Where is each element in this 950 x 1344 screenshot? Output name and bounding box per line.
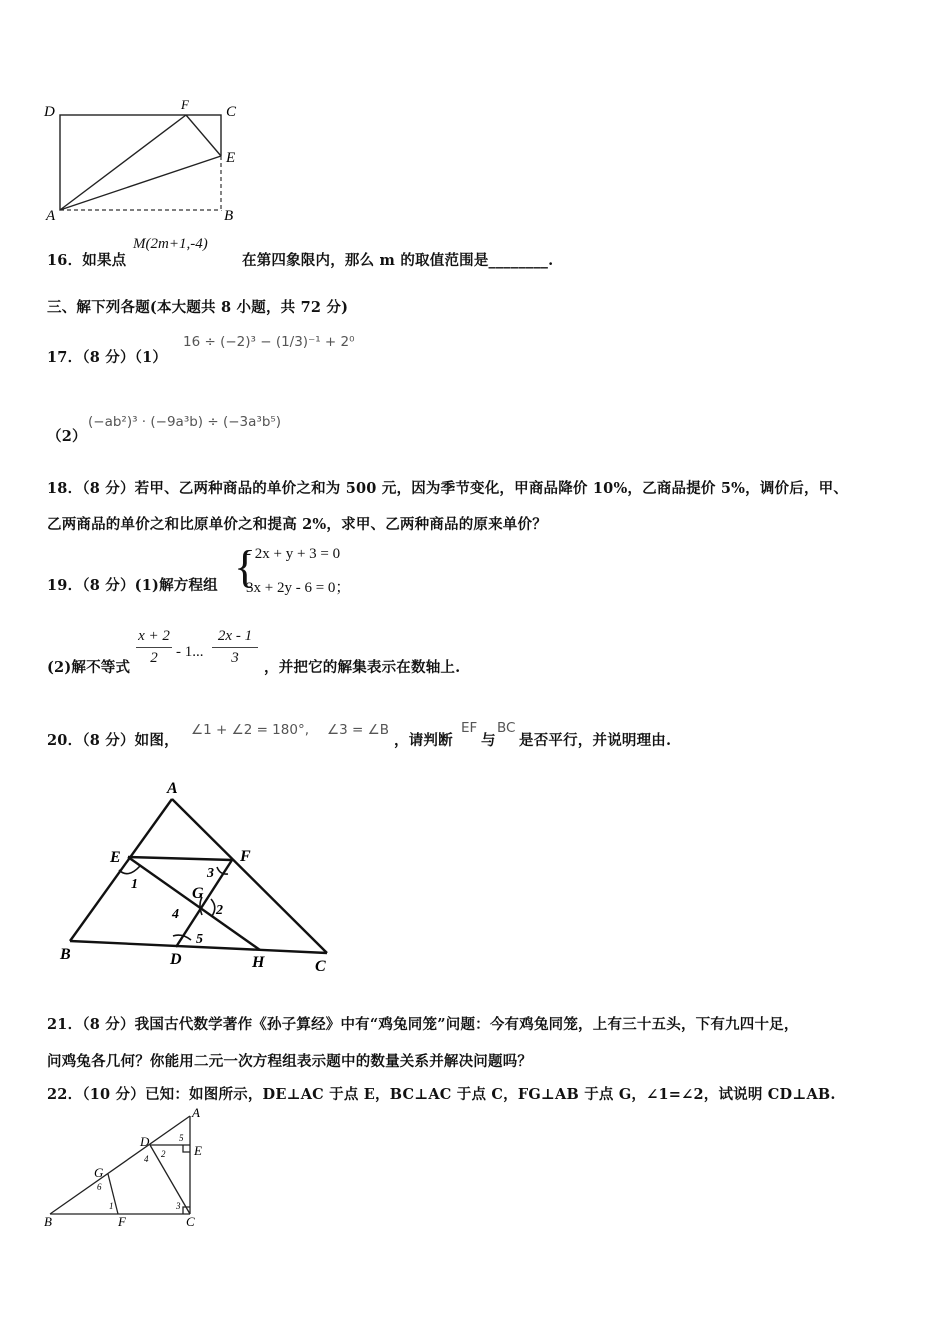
angle-5: 5 bbox=[179, 1133, 184, 1143]
label-A: A bbox=[46, 208, 56, 224]
q20-cond2: ∠3 = ∠B bbox=[327, 722, 389, 738]
q17-head: 17．（8 分）（1） bbox=[47, 349, 168, 366]
label-A: A bbox=[167, 780, 178, 797]
q20-head: 20．（8 分）如图， bbox=[47, 732, 179, 749]
q20-tail: 是否平行，并说明理由. bbox=[519, 732, 672, 749]
q19-eq1: - 2x + y + 3 = 0 bbox=[246, 546, 341, 562]
angle-3: 3 bbox=[176, 1201, 181, 1211]
label-C: C bbox=[315, 958, 326, 975]
label-C: C bbox=[186, 1214, 195, 1229]
q20-cond1: ∠1 + ∠2 = 180°, bbox=[191, 722, 309, 738]
q19-head: 19．（8 分）(1)解方程组 bbox=[47, 577, 218, 594]
q19-eq2: 3x + 2y - 6 = 0； bbox=[246, 580, 351, 596]
label-H: H bbox=[252, 954, 265, 971]
q22-text: 22．（10 分）已知：如图所示，DE⊥AC 于点 E，BC⊥AC 于点 C，FG⊥AB 于点 G，∠1=∠2，试说明 CD⊥AB. bbox=[47, 1086, 836, 1103]
q20-bc: BC bbox=[497, 720, 516, 736]
angle-4: 4 bbox=[144, 1154, 149, 1164]
angle-2: 2 bbox=[161, 1149, 166, 1159]
q21-line1: 21．（8 分）我国古代数学著作《孙子算经》中有“鸡兔同笼”问题：今有鸡兔同笼，上有三十五头，下有九四十足， bbox=[47, 1016, 799, 1033]
q16-point: M(2m+1,-4) bbox=[133, 236, 208, 252]
q16-text-after: 在第四象限内，那么 m 的取值范围是________. bbox=[242, 252, 554, 269]
label-E: E bbox=[226, 150, 236, 166]
q20-mid: ，请判断 bbox=[394, 732, 453, 749]
frac2-num: 2x - 1 bbox=[212, 628, 258, 648]
label-E: E bbox=[110, 849, 121, 866]
q19-part2-label: (2)解不等式 bbox=[47, 659, 131, 676]
angle-3: 3 bbox=[207, 866, 214, 881]
label-G: G bbox=[94, 1165, 104, 1180]
frac1-den: 2 bbox=[150, 650, 158, 666]
angle-6: 6 bbox=[97, 1182, 102, 1192]
q17-expr1: 16 ÷ (−2)³ − (1/3)⁻¹ + 2⁰ bbox=[183, 334, 355, 350]
label-F: F bbox=[118, 1214, 126, 1229]
q22-figure bbox=[40, 1105, 220, 1235]
frac2-den: 3 bbox=[231, 650, 239, 666]
label-G: G bbox=[192, 885, 204, 902]
section3-title: 三、解下列各题(本大题共 8 小题，共 72 分) bbox=[47, 299, 349, 316]
label-D: D bbox=[140, 1134, 150, 1149]
rectangle-figure bbox=[40, 96, 250, 226]
angle-1: 1 bbox=[109, 1201, 114, 1211]
q20-and: 与 bbox=[481, 732, 496, 749]
system-brace: { bbox=[234, 541, 257, 592]
q18-line1: 18．（8 分）若甲、乙两种商品的单价之和为 500 元，因为季节变化，甲商品降价 10%，乙商品提价 5%，调价后，甲、 bbox=[47, 480, 849, 497]
q17-expr2: (−ab²)³ · (−9a³b) ÷ (−3a³b⁵) bbox=[88, 414, 282, 430]
angle-2: 2 bbox=[216, 903, 223, 918]
frac1-num: x + 2 bbox=[136, 628, 172, 648]
angle-4: 4 bbox=[172, 907, 179, 922]
label-A: A bbox=[192, 1105, 200, 1120]
q20-ef: EF bbox=[461, 720, 478, 736]
q19-tail: ，并把它的解集表示在数轴上. bbox=[264, 659, 461, 676]
q21-line2: 问鸡兔各几何？你能用二元一次方程组表示题中的数量关系并解决问题吗？ bbox=[47, 1053, 533, 1070]
label-B: B bbox=[60, 946, 71, 963]
q20-figure bbox=[50, 775, 340, 980]
q17-part2-label: （2） bbox=[47, 428, 87, 445]
q19-middle: - 1... bbox=[176, 644, 204, 660]
label-D: D bbox=[170, 951, 182, 968]
label-F: F bbox=[181, 97, 189, 112]
q18-line2: 乙两商品的单价之和比原单价之和提高 2%，求甲、乙两种商品的原来单价？ bbox=[47, 516, 547, 533]
label-B: B bbox=[224, 208, 234, 224]
label-E: E bbox=[194, 1143, 202, 1158]
angle-1: 1 bbox=[131, 877, 138, 892]
label-C: C bbox=[226, 104, 237, 120]
label-B: B bbox=[44, 1214, 52, 1229]
label-F: F bbox=[240, 848, 251, 865]
angle-5: 5 bbox=[196, 932, 203, 947]
q16-text-before: 16．如果点 bbox=[47, 252, 127, 269]
label-D: D bbox=[44, 104, 55, 120]
